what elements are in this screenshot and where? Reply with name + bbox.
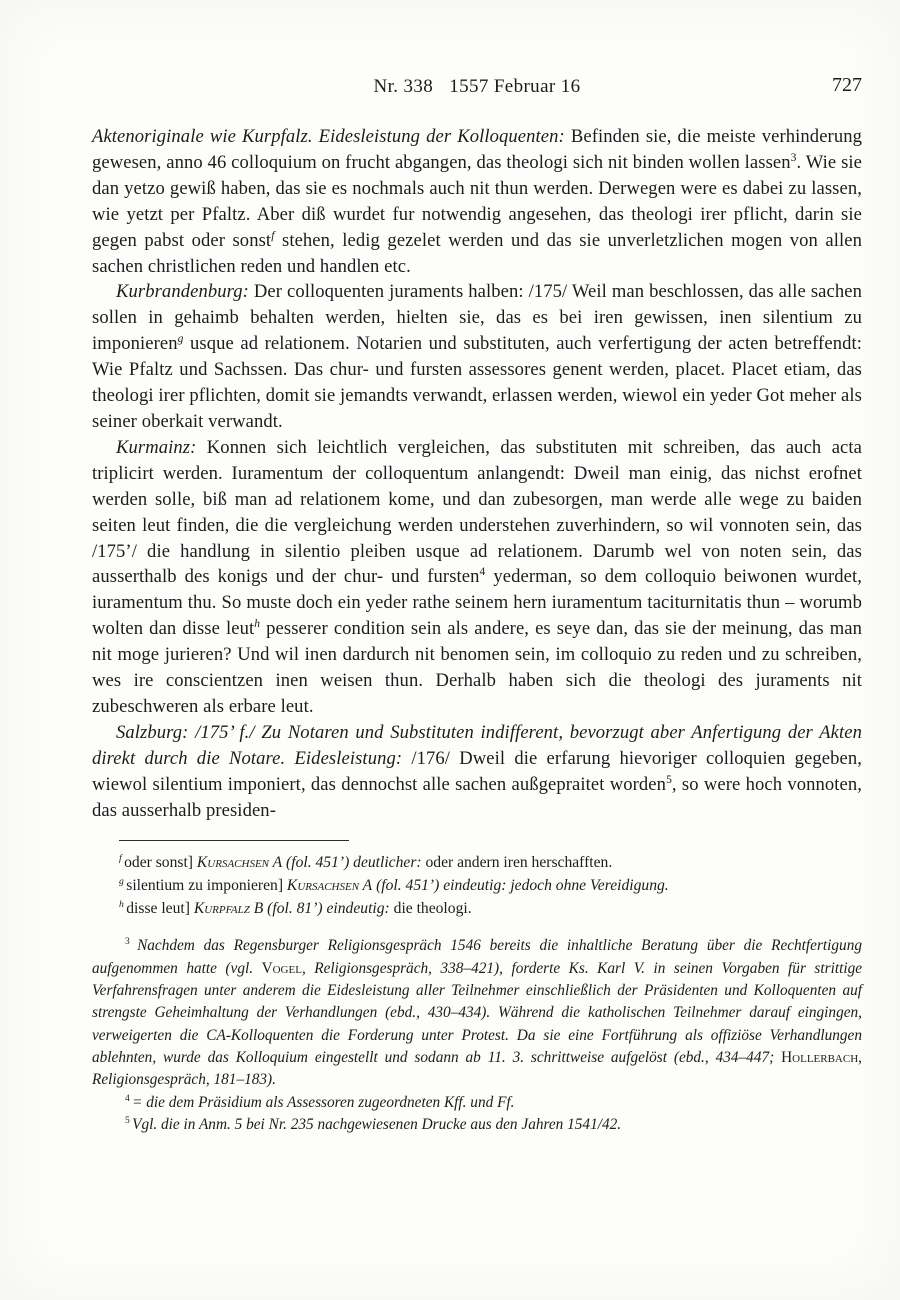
text-run: f bbox=[271, 229, 275, 242]
text-run: stehen, ledig gezelet werden und das sie unverletzlichen mogen von allen sachen christlichen reden und handlen etc. bbox=[92, 229, 862, 277]
footnote bbox=[92, 1114, 862, 1136]
footnote bbox=[92, 1092, 862, 1114]
body-paragraph bbox=[92, 124, 862, 279]
text-run: pesserer condition sein als andere, es seye dan, das sie der meinung, das man nit moge jurieren? Und wil inen dardurch nit benomen sein, im colloquio zu reden und zu schreiben, wes ire conscientzen inen weisen thun. Derhalb haben sich die theologi des juraments nit zubeschweren als erbare leut. bbox=[92, 618, 863, 717]
text-run: h bbox=[254, 618, 261, 631]
critical-apparatus bbox=[92, 851, 862, 920]
text-run: disse leut] bbox=[126, 900, 194, 918]
footnote bbox=[92, 935, 862, 1091]
footnote-separator-rule bbox=[119, 840, 349, 841]
text-run: , so were hoch vonnoten, das ausserhalb presiden- bbox=[92, 773, 863, 821]
text-run: 3 bbox=[790, 151, 797, 164]
header-caption bbox=[92, 76, 862, 98]
main-text bbox=[92, 124, 862, 823]
apparatus-entry bbox=[92, 851, 862, 874]
apparatus-entry bbox=[92, 897, 862, 920]
text-run: usque ad relationem. Notarien und substituten, auch verfertigung der acten betreffendt: Wie Pfaltz und Sachssen. Das chur- und fursten assessores genent werden, placet. Placet etiam, das theologi irer pflichten, domit sie jemandts verwandt, erlassen werden, wiewol ein yeder Got meher als seiner oberkait verwandt. bbox=[92, 333, 862, 432]
text-run: (fol. 451’) eindeutig: jedoch ohne Vereidigung. bbox=[372, 877, 669, 895]
text-run: (fol. 451’) deutlicher: bbox=[282, 854, 426, 872]
text-run: Kursachsen A bbox=[286, 877, 373, 895]
text-run: oder andern iren herschafften. bbox=[425, 854, 613, 872]
text-run: silentium zu imponieren] bbox=[126, 877, 287, 895]
text-run: f bbox=[119, 853, 125, 865]
apparatus-entry bbox=[92, 874, 862, 897]
page-number: 727 bbox=[832, 74, 862, 96]
text-run: h bbox=[119, 899, 127, 911]
text-run: . Wie sie dan yetzo gewiß haben, das sie es nochmals auch nit thun werden. Derwegen were es dabei zu lassen, wie yetzt per Pfaltz. Aber diß wurdet fur notwendig angesehen, das theologi irer pflicht, darin sie gegen pabst oder sonst bbox=[92, 151, 862, 251]
text-run: (fol. 81’) eindeutig: bbox=[263, 900, 394, 918]
text-run: 4 bbox=[479, 566, 486, 579]
text-run: Vgl. die in Anm. 5 bei Nr. 235 nachgewiesenen Drucke aus den Jahren 1541/42. bbox=[132, 1115, 622, 1133]
footnotes bbox=[92, 935, 862, 1136]
text-run: Kursachsen A bbox=[196, 854, 283, 872]
text-run: /176/ Dweil die erfarung hievoriger colloquien gegeben, wiewol silentium imponiert, das dennochst alle sachen außgepraitet worden bbox=[92, 747, 862, 795]
document-date: 1557 Februar 16 bbox=[449, 76, 581, 97]
text-run: oder sonst] bbox=[124, 854, 197, 872]
text-run: g bbox=[119, 876, 127, 888]
text-run: Konnen sich leichtlich vergleichen, das substituten mit schreiben, das auch acta triplicirt werden. Iuramentum der colloquentum anlangendt: Dweil man einig, das nichst erofnet werden solle, biß man ad relationem kome, und dan zubesorgen, man werde alle wege zu baiden seiten leut finden, die die vergleichung werden understehen zuverhindern, so wil vonnoten sein, das /175’/ die handlung in silentio pleiben usque ad relationem. Darumb wel von noten sein, das ausserthalb des konigs und der chur- und fursten bbox=[92, 436, 862, 588]
text-run: , Religionsgespräch, 181–183). bbox=[92, 1048, 862, 1089]
text-run: Befinden sie, die meiste verhinderung gewesen, anno 46 colloquium on frucht abgangen, das theologi sich nit binden wollen lassen bbox=[92, 126, 862, 173]
text-run: 5 bbox=[666, 773, 672, 786]
text-run: 4 bbox=[125, 1093, 133, 1104]
text-run: Der colloquenten juraments halben: /175/ Weil man beschlossen, das alle sachen sollen in gehaimb behalten werden, hielten sie, das es bei iren gewissen, inen silentium zu imponieren bbox=[92, 281, 862, 355]
text-run: 5 bbox=[125, 1115, 133, 1126]
text-run: = die dem Präsidium als Assessoren zugeordneten Kff. und Ff. bbox=[132, 1093, 515, 1111]
running-head bbox=[92, 76, 862, 102]
text-run: 3 bbox=[125, 937, 138, 948]
text-run: Nachdem das Regensburger Religionsgespräch 1546 bereits die inhaltliche Beratung über die Rechtfertigung aufgenommen hatte (vgl. bbox=[92, 937, 863, 977]
text-run: Salzburg: /175’ f./ Zu Notaren und Substituten indifferent, bevorzugt aber Anfertigung der Akten direkt durch die Notare. Eidesleistung: bbox=[92, 721, 862, 769]
text-run: Kurbrandenburg: bbox=[116, 281, 254, 303]
text-run: Kurmainz: bbox=[116, 436, 207, 458]
text-run: , Religionsgespräch, 338–421), forderte Ks. Karl V. in seinen Vorgaben für strittige Verfahrensfragen unter anderem die Eidesleistung aller Teilnehmer einschließlich der Präsidenten und Kolloquenten auf strengste Geheimhaltung der Verhandlungen (ebd., 430–434). Während die katholischen Teilnehmer darauf eingingen, verweigerten die CA-Kolloquenten die Forderung unter Protest. Da sie eine Fortführung als offiziöse Verhandlungen ablehnten, wurde das Kolloquium eingestellt und sodann ab 11. 3. schrittweise aufgelöst (ebd., 434–447; bbox=[92, 959, 863, 1066]
text-run: Aktenoriginale wie Kurpfalz. Eidesleistung der Kolloquenten: bbox=[92, 126, 571, 147]
text-run: Hollerbach bbox=[781, 1048, 859, 1066]
text-run: Kurpfalz B bbox=[193, 900, 264, 918]
body-paragraph bbox=[92, 720, 862, 824]
body-paragraph bbox=[92, 279, 862, 434]
body-paragraph bbox=[92, 435, 862, 720]
text-run: die theologi. bbox=[393, 900, 472, 918]
text-run: yederman, so dem colloquio beiwonen wurdet, iuramentum thu. So muste doch ein yeder rathe seinem hern iuramentum taciturnitatis thun – worumb wolten dan disse leut bbox=[92, 566, 862, 640]
text-run: Vogel bbox=[261, 959, 302, 977]
text-run: g bbox=[177, 333, 184, 346]
document-number: Nr. 338 bbox=[373, 76, 434, 97]
